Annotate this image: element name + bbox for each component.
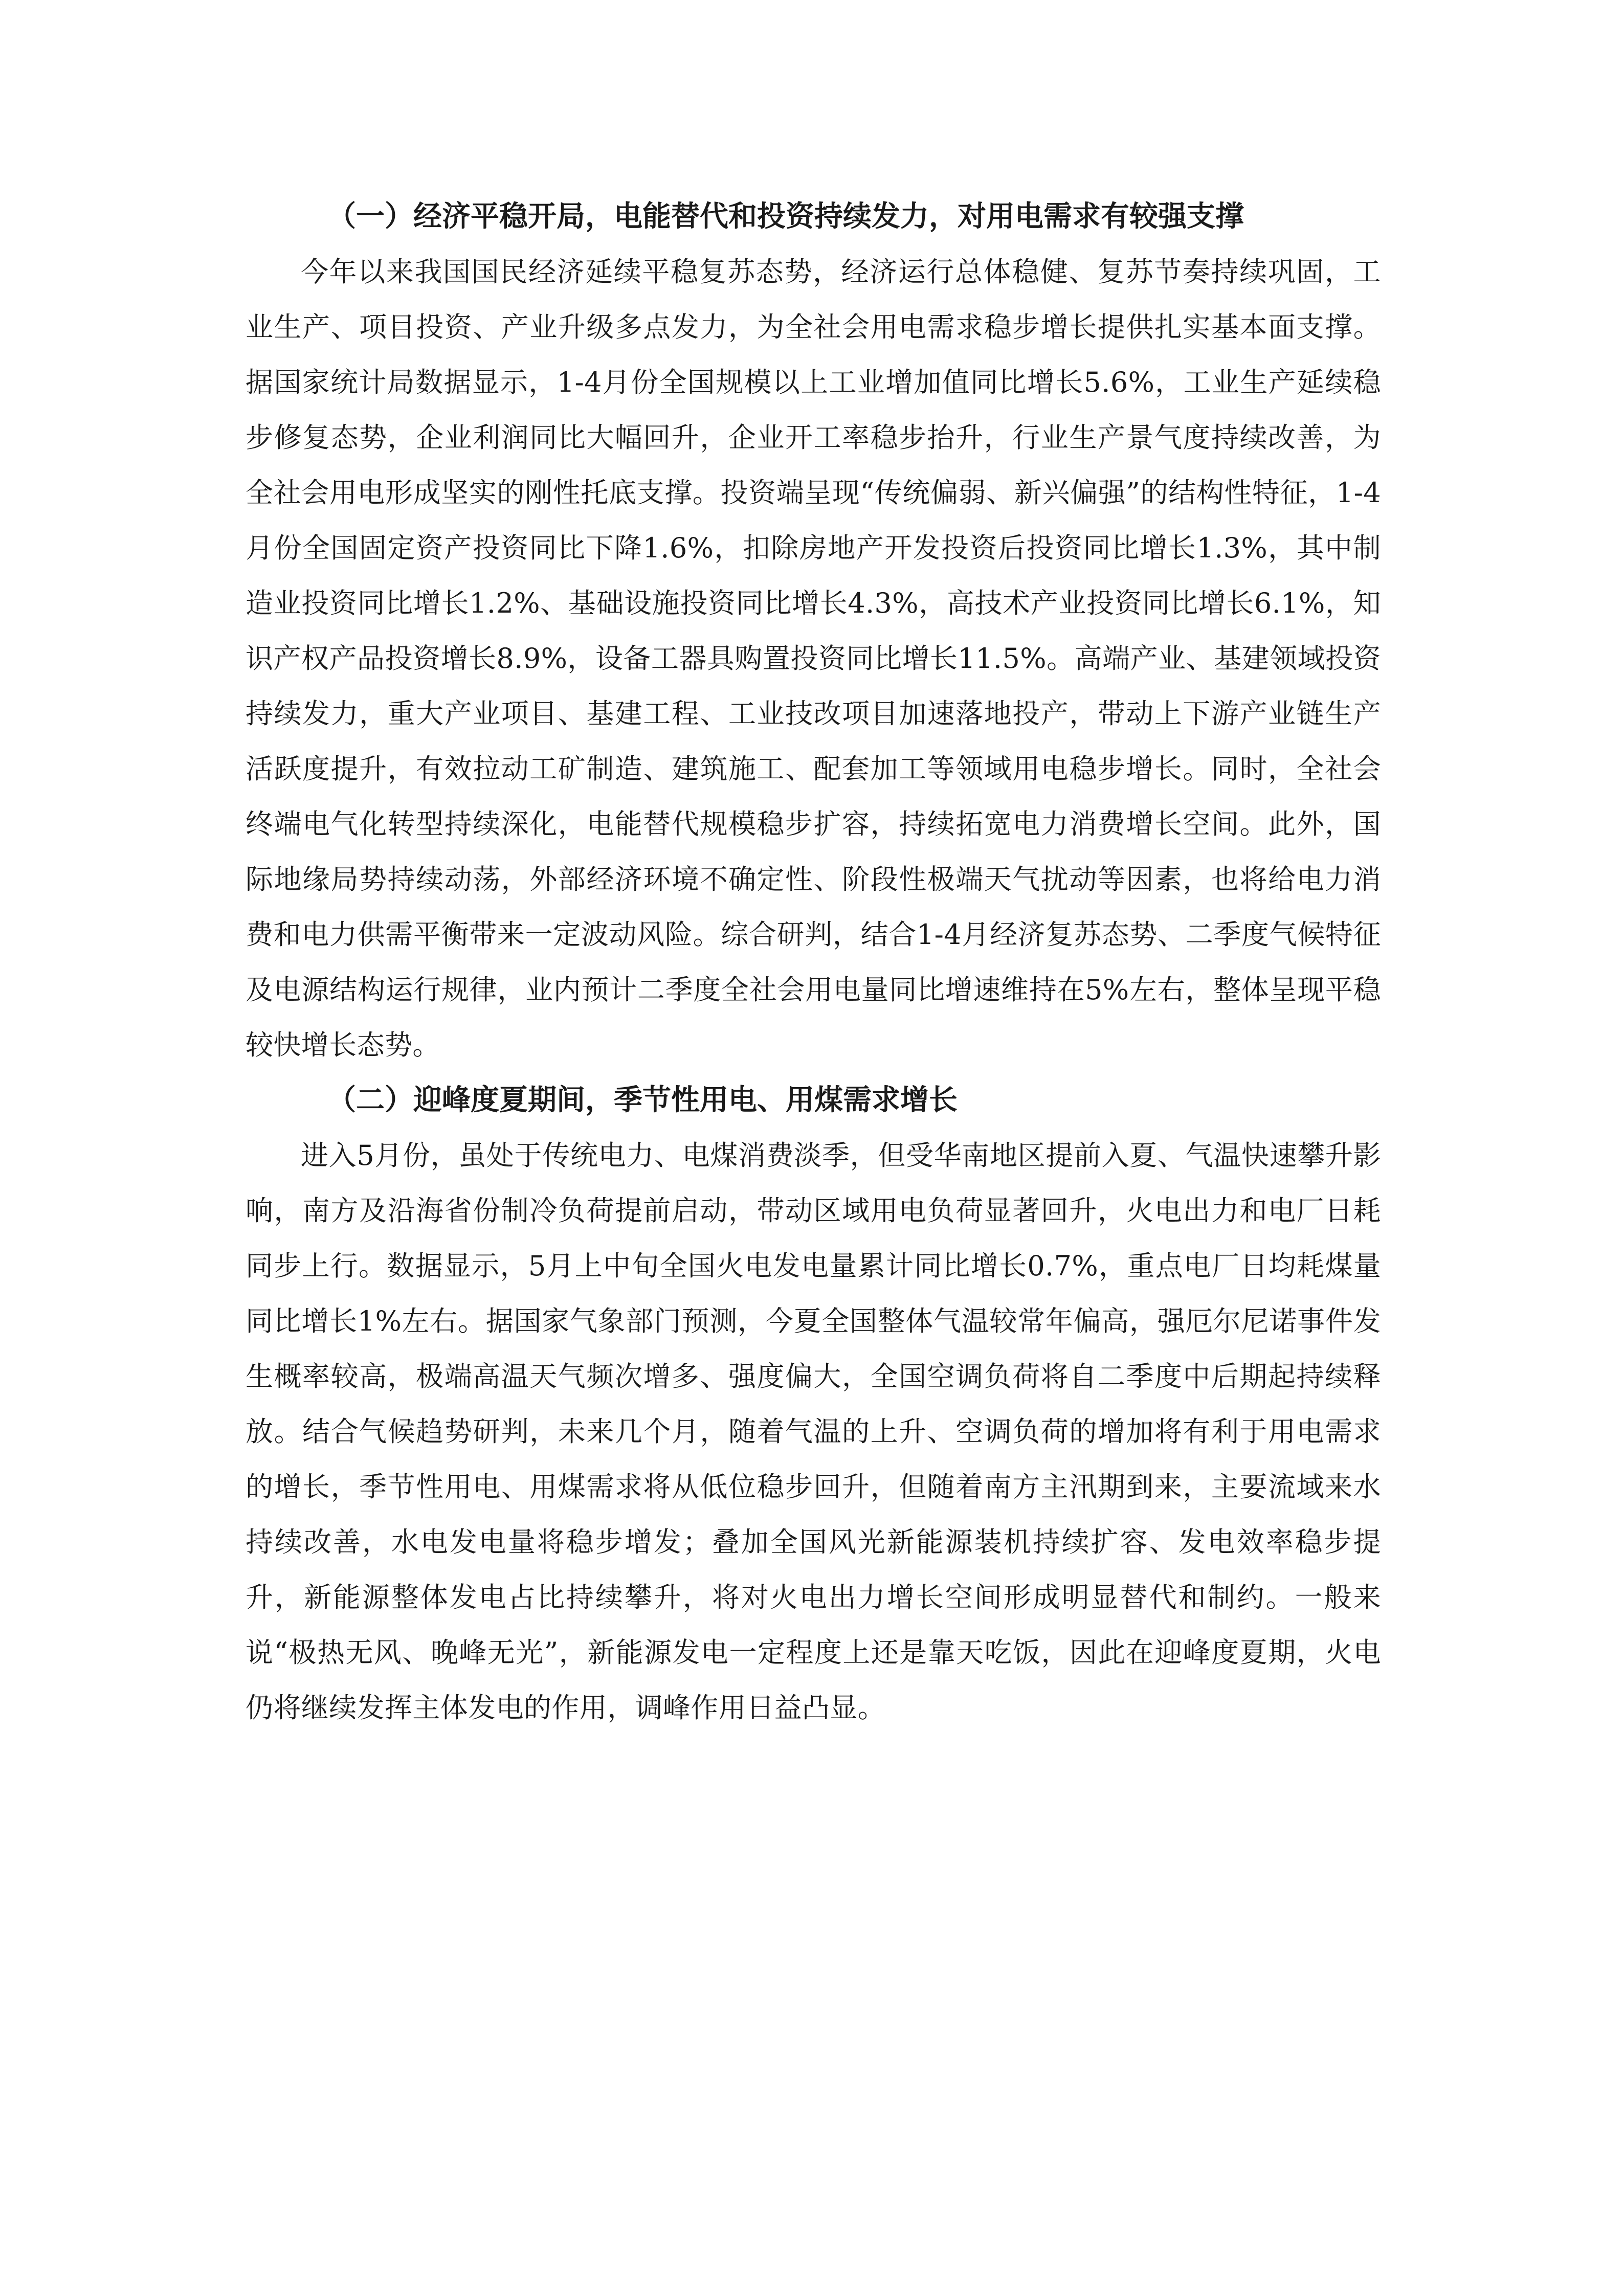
section-paragraph-summer-peak: 进入5月份，虽处于传统电力、电煤消费淡季，但受华南地区提前入夏、气温快速攀升影响，南方及沿海省份制冷负荷提前启动，带动区域用电负荷显著回升，火电出力和电厂日耗同步上行。数据显示，5月上中旬全国火电发电量累计同比增长0.7%，重点电厂日均耗煤量同比增长1%左右。据国家气象部门预测，今夏全国整体气温较常年偏高，强厄尔尼诺事件发生概率较高，极端高温天气频次增多、强度偏大，全国空调负荷将自二季度中后期起持续释放。结合气候趋势研判，未来几个月，随着气温的上升、空调负荷的增加将有利于用电需求的增长，季节性用电、用煤需求将从低位稳步回升，但随着南方主汛期到来，主要流域来水持续改善，水电发电量将稳步增发；叠加全国风光新能源装机持续扩容、发电效率稳步提升，新能源整体发电占比持续攀升，将对火电出力增长空间形成明显替代和制约。一般来说“极热无风、晚峰无光”，新能源发电一定程度上还是靠天吃饭，因此在迎峰度夏期，火电仍将继续发挥主体发电的作用，调峰作用日益凸显。: [246, 1139, 1381, 1724]
document-body: [246, 189, 1381, 1736]
section-paragraph-economy: 今年以来我国国民经济延续平稳复苏态势，经济运行总体稳健、复苏节奏持续巩固，工业生产、项目投资、产业升级多点发力，为全社会用电需求稳步增长提供扎实基本面支撑。据国家统计局数据显示，1-4月份全国规模以上工业增加值同比增长5.6%，工业生产延续稳步修复态势，企业利润同比大幅回升，企业开工率稳步抬升，行业生产景气度持续改善，为全社会用电形成坚实的刚性托底支撑。投资端呈现“传统偏弱、新兴偏强”的结构性特征，1-4月份全国固定资产投资同比下降1.6%，扣除房地产开发投资后投资同比增长1.3%，其中制造业投资同比增长1.2%、基础设施投资同比增长4.3%，高技术产业投资同比增长6.1%，知识产权产品投资增长8.9%，设备工器具购置投资同比增长11.5%。高端产业、基建领域投资持续发力，重大产业项目、基建工程、工业技改项目加速落地投产，带动上下游产业链生产活跃度提升，有效拉动工矿制造、建筑施工、配套加工等领域用电稳步增长。同时，全社会终端电气化转型持续深化，电能替代规模稳步扩容，持续拓宽电力消费增长空间。此外，国际地缘局势持续动荡，外部经济环境不确定性、阶段性极端天气扰动等因素，也将给电力消费和电力供需平衡带来一定波动风险。综合研判，结合1-4月经济复苏态势、二季度气候特征及电源结构运行规律，业内预计二季度全社会用电量同比增速维持在5%左右，整体呈现平稳较快增长态势。: [246, 256, 1381, 1061]
section-heading-economy: （一）经济平稳开局，电能替代和投资持续发力，对用电需求有较强支撑: [327, 200, 1244, 233]
section-heading-summer-peak: （二）迎峰度夏期间，季节性用电、用煤需求增长: [327, 1084, 958, 1117]
